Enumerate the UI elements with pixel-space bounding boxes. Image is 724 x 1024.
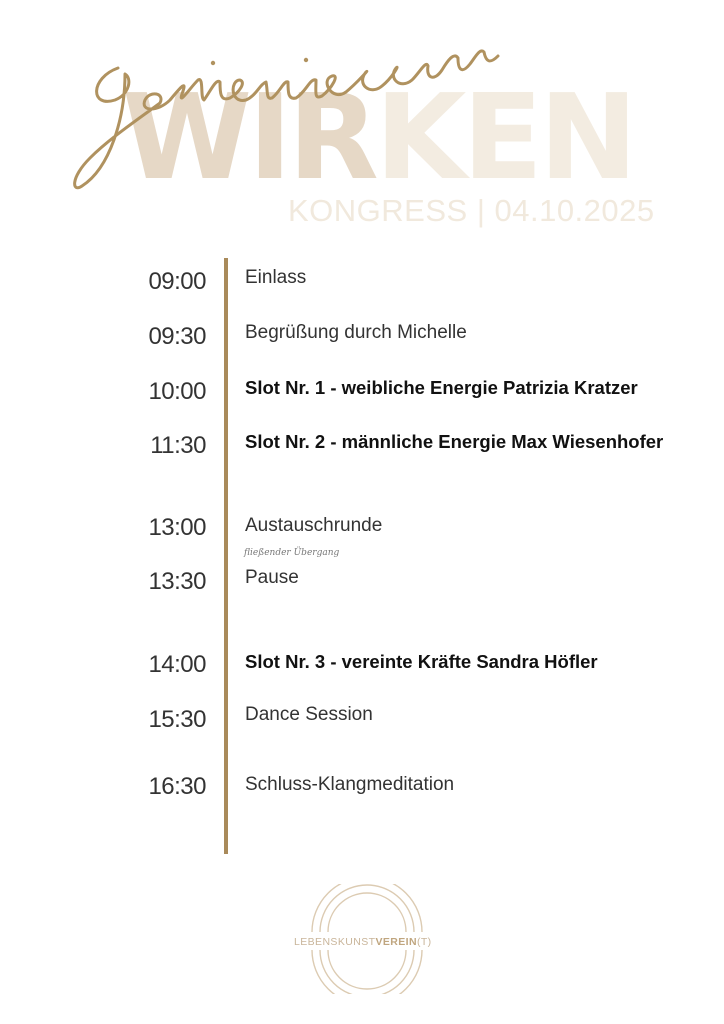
time-label: 13:30 <box>148 568 206 595</box>
event-label: Begrüßung durch Michelle <box>245 322 467 343</box>
script-word-gemeinsam <box>70 8 510 208</box>
time-label: 11:30 <box>150 432 206 459</box>
subtitle: KONGRESS | 04.10.2025 <box>288 193 655 228</box>
title-part-1: WIR <box>122 68 375 206</box>
time-label: 09:30 <box>148 323 206 350</box>
logo-text-suffix: (T) <box>416 936 432 948</box>
time-label: 14:00 <box>148 651 206 678</box>
event-label: Pause <box>245 567 299 588</box>
transition-note: fließender Übergang <box>244 548 340 558</box>
event-label: Austauschrunde <box>245 515 383 536</box>
event-label: Einlass <box>245 267 307 288</box>
event-label: Schluss-Klangmeditation <box>245 774 455 795</box>
time-label: 10:00 <box>148 378 206 405</box>
time-label: 13:00 <box>148 514 206 541</box>
event-label: Slot Nr. 1 - weibliche Energie Patrizia Kratzer <box>245 377 638 398</box>
event-label: Dance Session <box>245 704 373 725</box>
time-label: 09:00 <box>148 268 206 295</box>
timeline-line <box>224 258 228 854</box>
logo-text-light: LEBENSKUNST <box>294 936 376 948</box>
logo-text-bold: VEREIN <box>375 936 417 948</box>
event-label: Slot Nr. 2 - männliche Energie Max Wiesenhofer <box>245 431 664 452</box>
header <box>0 0 724 240</box>
logo-text <box>294 936 432 948</box>
time-label: 16:30 <box>148 773 206 800</box>
title-part-2: KEN <box>374 68 634 206</box>
time-label: 15:30 <box>148 706 206 733</box>
event-label: Slot Nr. 3 - vereinte Kräfte Sandra Höfler <box>245 651 598 672</box>
